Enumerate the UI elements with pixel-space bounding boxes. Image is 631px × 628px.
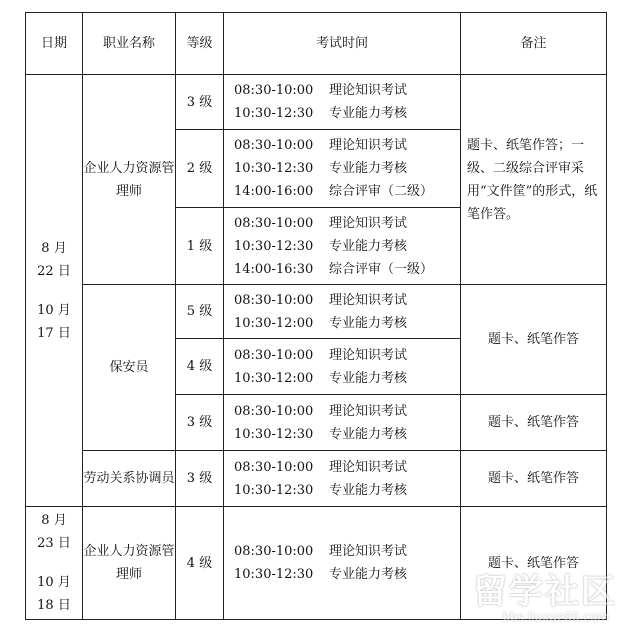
header-job: 职业名称 (83, 13, 176, 75)
session-name: 专业能力考核 (329, 567, 408, 582)
level-cell: 3 级 (176, 451, 224, 507)
level-cell: 4 级 (176, 507, 224, 620)
date-cell (26, 507, 83, 620)
table-row (26, 451, 607, 507)
job-name: 劳动关系协调员 (83, 451, 176, 507)
time-slot: 10:30-12:30 (234, 567, 314, 582)
session-name: 专业能力考核 (329, 238, 408, 254)
time-slot: 08:30-10:00 (234, 83, 314, 98)
session-name: 专业能力考核 (329, 106, 408, 121)
date-month: 8 月 (41, 240, 67, 256)
level-cell: 2 级 (176, 130, 224, 208)
date-day: 18 日 (37, 598, 71, 613)
date-day: 23 日 (37, 536, 71, 551)
time-slot: 10:30-12:00 (234, 370, 314, 386)
time-slot: 10:30-12:30 (234, 238, 314, 254)
time-cell (224, 339, 461, 395)
time-cell (224, 395, 461, 451)
time-slot: 08:30-10:00 (234, 292, 314, 308)
time-slot: 08:30-10:00 (234, 544, 314, 559)
time-slot: 08:30-10:00 (234, 403, 314, 419)
session-name: 专业能力考核 (329, 315, 408, 331)
note-cell: 题卡、纸笔作答 (461, 395, 607, 451)
time-cell (224, 451, 461, 507)
level-cell: 1 级 (176, 208, 224, 285)
note-cell: 题卡、纸笔作答 (461, 285, 607, 395)
date-month: 10 月 (37, 302, 71, 318)
time-cell (224, 208, 461, 285)
session-name: 专业能力考核 (329, 426, 408, 442)
time-slot: 08:30-10:00 (234, 215, 314, 231)
time-cell (224, 285, 461, 339)
table-row (26, 285, 607, 339)
table-row (26, 75, 607, 130)
session-name: 理论知识考试 (329, 459, 408, 475)
time-cell (224, 75, 461, 130)
date-month: 8 月 (41, 513, 67, 528)
date-day: 17 日 (37, 325, 71, 341)
note-cell: 题卡、纸笔作答 (461, 451, 607, 507)
session-name: 综合评审（二级） (329, 184, 434, 199)
header-level: 等级 (176, 13, 224, 75)
job-name: 企业人力资源管理师 (83, 75, 176, 285)
level-cell: 3 级 (176, 395, 224, 451)
time-cell (224, 130, 461, 208)
time-slot: 10:30-12:00 (234, 315, 314, 331)
table-row (26, 507, 607, 620)
date-day: 22 日 (37, 263, 71, 279)
time-slot: 08:30-10:00 (234, 459, 314, 475)
watermark-url: bbs.liuxue86.com (502, 610, 609, 624)
time-cell (224, 507, 461, 620)
session-name: 理论知识考试 (329, 544, 408, 559)
level-cell: 3 级 (176, 75, 224, 130)
exam-schedule-table (25, 12, 607, 620)
session-name: 理论知识考试 (329, 292, 408, 308)
note-cell: 题卡、纸笔作答；一级、二级综合评审采用“文件筐”的形式，纸笔作答。 (461, 75, 607, 285)
session-name: 理论知识考试 (329, 403, 408, 419)
level-cell: 5 级 (176, 285, 224, 339)
time-slot: 10:30-12:30 (234, 161, 314, 176)
date-month: 10 月 (37, 575, 71, 590)
session-name: 理论知识考试 (329, 138, 408, 153)
header-note: 备注 (461, 13, 607, 75)
session-name: 理论知识考试 (329, 215, 408, 231)
time-slot: 10:30-12:30 (234, 426, 314, 442)
header-time: 考试时间 (224, 13, 461, 75)
session-name: 专业能力考核 (329, 370, 408, 386)
header-row (26, 13, 607, 75)
time-slot: 10:30-12:30 (234, 482, 314, 498)
session-name: 理论知识考试 (329, 347, 408, 363)
job-name: 保安员 (83, 285, 176, 451)
time-slot: 10:30-12:30 (234, 106, 314, 121)
job-name: 企业人力资源管理师 (83, 507, 176, 620)
date-cell (26, 75, 83, 507)
time-slot: 08:30-10:00 (234, 138, 314, 153)
session-name: 专业能力考核 (329, 161, 408, 176)
session-name: 专业能力考核 (329, 482, 408, 498)
header-date: 日期 (26, 13, 83, 75)
session-name: 综合评审（一级） (329, 261, 434, 277)
session-name: 理论知识考试 (329, 83, 408, 98)
note-cell: 题卡、纸笔作答 (461, 507, 607, 620)
time-slot: 14:00-16:30 (234, 261, 314, 277)
watermark-title: 留学社区 (473, 572, 617, 612)
time-slot: 08:30-10:00 (234, 347, 314, 363)
time-slot: 14:00-16:00 (234, 184, 314, 199)
level-cell: 4 级 (176, 339, 224, 395)
